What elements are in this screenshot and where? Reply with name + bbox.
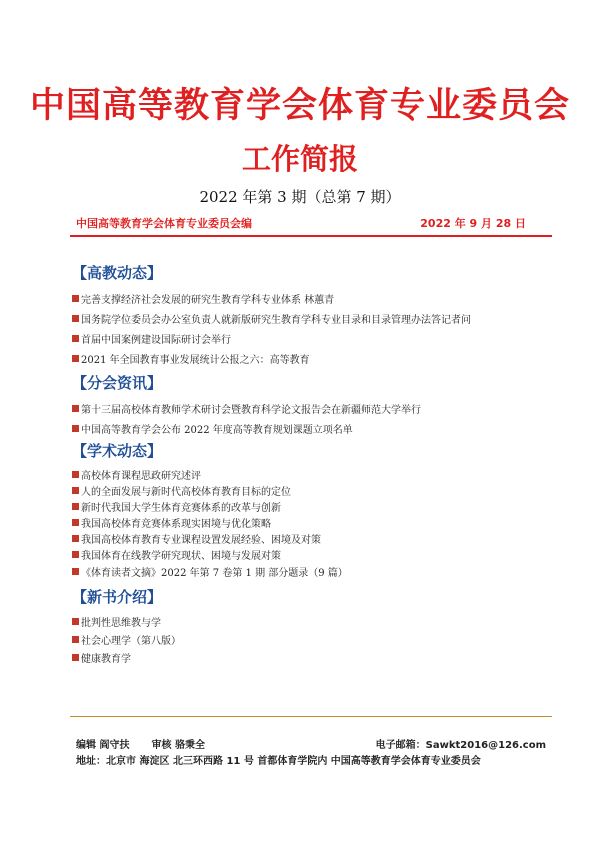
square-bullet-icon	[72, 355, 79, 362]
square-bullet-icon	[72, 315, 79, 322]
list-item[interactable]: 第十三届高校体育教师学术研讨会暨教育科学论文报告会在新疆师范大学举行	[72, 398, 542, 418]
editor: 编辑 阎守扶	[76, 740, 130, 751]
list-item[interactable]: 完善支撑经济社会发展的研究生教育学科专业体系 林蕙青	[72, 288, 542, 308]
list-item[interactable]: 批判性思维教与学	[72, 612, 542, 630]
square-bullet-icon	[72, 654, 79, 661]
square-bullet-icon	[72, 503, 79, 510]
header-divider	[70, 235, 552, 237]
square-bullet-icon	[72, 471, 79, 478]
footer-credits	[76, 736, 546, 751]
section-title: 【学术动态】	[72, 442, 163, 460]
bulletin-subtitle: 工作简报	[241, 142, 358, 176]
email[interactable]: 电子邮箱：Sawkt2016@126.com	[375, 740, 546, 751]
square-bullet-icon	[72, 335, 79, 342]
list-item[interactable]: 国务院学位委员会办公室负责人就新版研究生教育学科专业目录和目录管理办法答记者问	[72, 308, 542, 328]
list-item[interactable]: 我国高校体育教育专业课程设置发展经验、困境及对策	[72, 530, 542, 546]
issue-number: 2022 年第 3 期（总第 7 期）	[199, 188, 401, 206]
publisher-row	[76, 215, 526, 231]
square-bullet-icon	[72, 568, 79, 575]
section-academic-news	[72, 440, 542, 580]
list-item[interactable]: 社会心理学（第八版）	[72, 630, 542, 648]
list-item[interactable]: 首届中国案例建设国际研讨会举行	[72, 328, 542, 348]
square-bullet-icon	[72, 535, 79, 542]
reviewer: 审核 骆秉全	[151, 740, 205, 751]
footer-address: 地址：北京市 海淀区 北三环西路 11 号 首都体育学院内 中国高等教育学会体育专业委员会	[76, 756, 481, 767]
list-item[interactable]: 2021 年全国教育事业发展统计公报之六：高等教育	[72, 348, 542, 368]
section-new-books	[72, 586, 542, 666]
square-bullet-icon	[72, 425, 79, 432]
publisher: 中国高等教育学会体育专业委员会编	[76, 217, 252, 230]
square-bullet-icon	[72, 405, 79, 412]
square-bullet-icon	[72, 636, 79, 643]
square-bullet-icon	[72, 487, 79, 494]
bulletin-title: 中国高等教育学会体育专业委员会	[29, 85, 570, 126]
section-higher-ed-news	[72, 262, 542, 368]
list-item[interactable]: 健康教育学	[72, 648, 542, 666]
section-title: 【分会资讯】	[72, 374, 163, 392]
square-bullet-icon	[72, 618, 79, 625]
section-title: 【新书介绍】	[72, 588, 163, 606]
list-item[interactable]: 我国高校体育竞赛体系现实困境与优化策略	[72, 514, 542, 530]
table-of-contents	[72, 262, 542, 666]
list-item[interactable]: 我国体育在线教学研究现状、困境与发展对策	[72, 546, 542, 562]
publish-date: 2022 年 9 月 28 日	[420, 217, 526, 230]
section-title: 【高教动态】	[72, 264, 163, 282]
square-bullet-icon	[72, 519, 79, 526]
list-item[interactable]: 高校体育课程思政研究述评	[72, 466, 542, 482]
square-bullet-icon	[72, 551, 79, 558]
list-item[interactable]: 新时代我国大学生体育竞赛体系的改革与创新	[72, 498, 542, 514]
list-item[interactable]: 中国高等教育学会公布 2022 年度高等教育规划课题立项名单	[72, 418, 542, 438]
footer-divider	[70, 716, 552, 717]
section-branch-news	[72, 372, 542, 438]
list-item[interactable]: 《体育读者文摘》2022 年第 7 卷第 1 期 部分题录（9 篇）	[72, 562, 542, 580]
list-item[interactable]: 人的全面发展与新时代高校体育教育目标的定位	[72, 482, 542, 498]
square-bullet-icon	[72, 295, 79, 302]
